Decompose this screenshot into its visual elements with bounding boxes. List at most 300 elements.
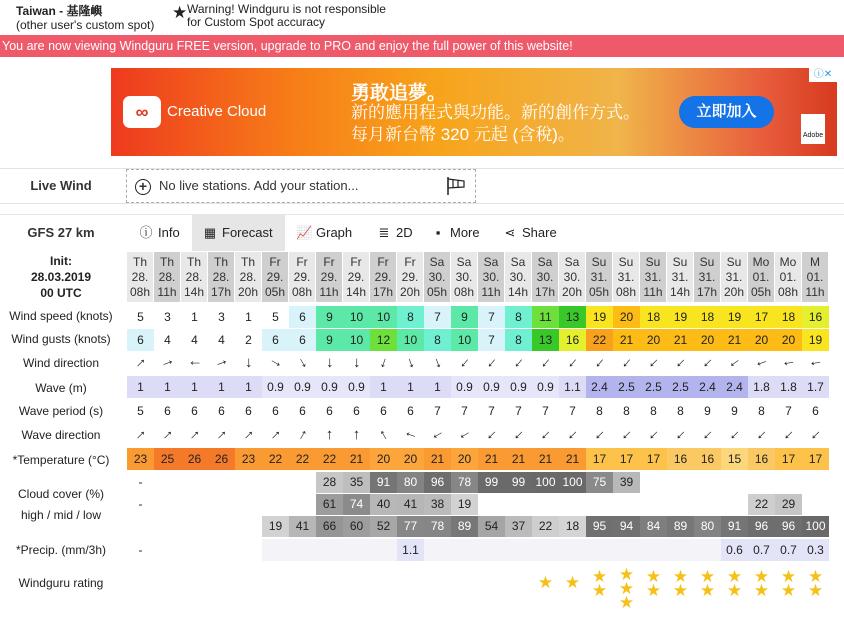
wave-direction-arrow-icon: ↑ — [725, 426, 743, 445]
precip-cell — [586, 539, 613, 561]
cloud-high-cell — [694, 472, 721, 493]
precip-cell — [343, 539, 370, 561]
cloud-mid-cell: 38 — [424, 494, 451, 515]
grid-icon: ▪ — [435, 225, 441, 240]
cloud-mid-cell — [802, 494, 829, 515]
wind-direction-arrow-icon: ↑ — [671, 354, 689, 373]
wave-cell: 0.9 — [478, 376, 505, 398]
rating-star-icon: ★ ★ — [699, 567, 716, 600]
creative-cloud-logo-icon: ∞ — [123, 96, 161, 128]
wave-cell: 1 — [370, 376, 397, 398]
wave-direction-arrow-icon: ↑ — [536, 426, 554, 445]
wave-direction-arrow-icon: ↑ — [671, 426, 689, 445]
wave-direction-arrow-icon: ↑ — [698, 426, 716, 445]
forecast-column-header: Su 31. 14h — [667, 252, 693, 302]
wind-speed-cell: 3 — [208, 306, 235, 328]
wave-direction-arrow-icon: ↑ — [267, 425, 285, 444]
cloud-low-cell: 80 — [694, 516, 721, 537]
wind-speed-cell: 7 — [424, 306, 451, 328]
temperature-cell: 20 — [451, 448, 478, 470]
precip-cell — [694, 539, 721, 561]
rating-star-icon — [505, 568, 532, 608]
wave-direction-arrow-icon: ↑ — [295, 425, 311, 444]
wind-direction-arrow-icon: ↑ — [563, 354, 581, 373]
cloud-low-cell: 94 — [613, 516, 640, 537]
cloud-low-cell — [154, 516, 181, 537]
wind-speed-cell: 1 — [235, 306, 262, 328]
wave-label: Wave (m) — [35, 381, 87, 395]
precip-cell: 0.6 — [721, 539, 748, 561]
wave-period-label: Wave period (s) — [18, 404, 104, 418]
wave-period-cell: 7 — [542, 404, 549, 418]
cloud-low-cell — [181, 516, 208, 537]
cloud-mid-cell — [235, 494, 262, 515]
wave-cell: 1 — [181, 376, 208, 398]
spot-note: (other user's custom spot) — [16, 18, 155, 32]
wind-speed-cell: 18 — [775, 306, 802, 328]
cloud-high-cell: 75 — [586, 472, 613, 493]
cloud-mid-cell — [154, 494, 181, 515]
cloud-high-cell — [748, 472, 775, 493]
wind-direction-arrow-icon: ↑ — [482, 354, 500, 373]
rating-star-icon — [235, 568, 262, 608]
wave-period-cell: 6 — [812, 404, 819, 418]
wind-speed-cell: 1 — [181, 306, 208, 328]
precip-label: *Precip. (mm/3h) — [15, 543, 107, 557]
wind-direction-arrow-icon: ↑ — [698, 354, 716, 373]
spot-header — [0, 0, 844, 34]
wind-speed-cell: 19 — [721, 306, 748, 328]
wave-period-cell: 9 — [731, 404, 738, 418]
cloud-low-cell: 96 — [775, 516, 802, 537]
wave-cell: 2.5 — [613, 376, 640, 398]
wave-direction-arrow-icon: ↑ — [132, 425, 150, 444]
wind-gust-cell: 4 — [181, 329, 208, 351]
temperature-cell: 20 — [370, 448, 397, 470]
wave-cell: 0.9 — [262, 376, 289, 398]
wind-direction-arrow-icon: ↑ — [132, 353, 150, 372]
layers-icon: ≣ — [378, 225, 390, 240]
cloud-high-cell: 99 — [505, 472, 532, 493]
wind-speed-cell: 13 — [559, 306, 586, 328]
wave-cell: 1 — [235, 376, 262, 398]
wind-speed-cell: 10 — [343, 306, 370, 328]
tab-graph[interactable]: 📈 Graph — [286, 215, 366, 251]
temperature-cell: 17 — [613, 448, 640, 470]
wave-direction-arrow-icon: ↑ — [806, 426, 824, 445]
precip-cell — [640, 539, 667, 561]
spot-name: Taiwan - 基隆嶼 — [16, 4, 103, 18]
wind-gust-cell: 12 — [370, 329, 397, 351]
graph-icon: 📈 — [296, 225, 313, 240]
tab-share[interactable]: ⋖ Share — [492, 215, 572, 251]
cloud-low-cell: 19 — [262, 516, 289, 537]
wave-period-cell: 6 — [164, 404, 171, 418]
cloud-high-cell: 78 — [451, 472, 478, 493]
wave-direction-arrow-icon: ↑ — [590, 426, 608, 445]
live-wind-bar — [0, 168, 844, 204]
cloud-high-cell: 91 — [370, 472, 397, 493]
ad-headline: 勇敢追夢。 — [351, 83, 447, 104]
wave-cell: 2.4 — [586, 376, 613, 398]
star-icon: ★ — [172, 3, 188, 22]
rating-star-icon: ★ ★ — [753, 567, 770, 600]
wave-period-cell: 8 — [623, 404, 630, 418]
wind-direction-arrow-icon: ↑ — [352, 355, 361, 372]
temperature-cell: 22 — [262, 448, 289, 470]
cloud-mid-cell — [478, 494, 505, 515]
forecast-column-header: Sa 30. 17h — [532, 252, 558, 302]
wind-speed-cell: 5 — [262, 306, 289, 328]
temperature-cell: 23 — [127, 448, 154, 470]
wave-cell: 1.8 — [775, 376, 802, 398]
forecast-column-header: Th 28. 08h — [127, 252, 153, 302]
cloud-low-cell: 91 — [721, 516, 748, 537]
ad-choices-icon[interactable]: ⓘ✕ — [809, 68, 837, 82]
cloud-high-cell: 80 — [397, 472, 424, 493]
add-station-box[interactable] — [126, 169, 476, 203]
wave-period-cell: 7 — [569, 404, 576, 418]
cloud-high-cell — [154, 472, 181, 493]
cloud-high-cell — [262, 472, 289, 493]
wave-direction-arrow-icon: ↑ — [186, 425, 204, 444]
wind-speed-cell: 18 — [640, 306, 667, 328]
cloud-low-cell: 100 — [802, 516, 829, 537]
cloud-low-cell: 78 — [424, 516, 451, 537]
wave-period-cell: 6 — [272, 404, 279, 418]
wave-period-cell: 7 — [515, 404, 522, 418]
cloud-mid-cell — [640, 494, 667, 515]
forecast-column-header: Su 31. 08h — [613, 252, 639, 302]
wave-cell: 2.5 — [640, 376, 667, 398]
rating-star-icon: ★ ★ — [645, 567, 662, 600]
wind-gust-cell: 8 — [505, 329, 532, 351]
cloud-low-cell — [235, 516, 262, 537]
wind-direction-arrow-icon: ↑ — [325, 355, 334, 372]
forecast-column-header: Su 31. 20h — [721, 252, 747, 302]
temperature-cell: 21 — [559, 448, 586, 470]
temperature-cell: 23 — [235, 448, 262, 470]
tab-2d[interactable]: ≣ 2D — [366, 215, 420, 251]
wave-direction-arrow-icon: ↑ — [375, 425, 391, 444]
wave-period-cell: 6 — [407, 404, 414, 418]
wind-speed-cell: 8 — [505, 306, 532, 328]
wave-direction-arrow-icon: ↑ — [752, 426, 770, 445]
wind-direction-arrow-icon: ↑ — [536, 354, 554, 373]
wind-speed-cell: 10 — [370, 306, 397, 328]
wave-direction-arrow-icon: ↑ — [213, 425, 231, 444]
wind-direction-label: Wind direction — [22, 356, 100, 370]
wave-direction-arrow-icon: ↑ — [617, 426, 635, 445]
wind-direction-arrow-icon: ↑ — [778, 357, 798, 369]
cloud-mid-cell — [289, 494, 316, 515]
cloud-high-cell — [181, 472, 208, 493]
temperature-cell: 22 — [316, 448, 343, 470]
wind-gust-cell: 8 — [424, 329, 451, 351]
wave-period-cell: 6 — [191, 404, 198, 418]
cloud-high-cell: 100 — [559, 472, 586, 493]
precip-cell — [289, 539, 316, 561]
wave-direction-label: Wave direction — [21, 428, 101, 442]
wave-period-cell: 8 — [650, 404, 657, 418]
cloud-mid-cell: 22 — [748, 494, 775, 515]
wind-gust-cell: 10 — [343, 329, 370, 351]
warning-line-1: Warning! Windguru is not responsible — [187, 2, 386, 16]
temperature-cell: 21 — [478, 448, 505, 470]
wave-cell: 0.9 — [343, 376, 370, 398]
cloud-low-cell: 22 — [532, 516, 559, 537]
wave-cell: 0.9 — [532, 376, 559, 398]
rating-star-icon — [451, 568, 478, 608]
cloud-low-cell — [127, 516, 154, 537]
wave-direction-arrow-icon: ↑ — [509, 426, 527, 445]
wind-gust-cell: 16 — [559, 329, 586, 351]
wave-cell: 1 — [127, 376, 154, 398]
wind-direction-arrow-icon: ↑ — [158, 356, 178, 370]
rating-star-icon — [127, 568, 154, 608]
cloud-high-cell: 35 — [343, 472, 370, 493]
wind-direction-arrow-icon: ↑ — [431, 354, 445, 373]
wave-period-cell: 6 — [353, 404, 360, 418]
cloud-high-cell: 100 — [532, 472, 559, 493]
wind-gust-cell: 4 — [208, 329, 235, 351]
precip-cell — [316, 539, 343, 561]
wave-period-cell: 6 — [218, 404, 225, 418]
wave-direction-arrow-icon: ↑ — [159, 425, 177, 444]
precip-cell — [181, 539, 208, 561]
wave-direction-arrow-icon: ↑ — [563, 426, 581, 445]
forecast-column-header: Fr 29. 05h — [262, 252, 288, 302]
cloud-mid-cell — [532, 494, 559, 515]
cloud-mid-cell: 40 — [370, 494, 397, 515]
temperature-cell: 26 — [208, 448, 235, 470]
wind-speed-cell: 17 — [748, 306, 775, 328]
wind-speed-cell: 7 — [478, 306, 505, 328]
adobe-logo-icon: Adobe — [801, 114, 825, 144]
rating-star-icon — [370, 568, 397, 608]
wind-gust-cell: 7 — [478, 329, 505, 351]
wind-gust-cell: 20 — [775, 329, 802, 351]
wind-direction-arrow-icon: ↑ — [617, 354, 635, 373]
forecast-column-header: Fr 29. 20h — [397, 252, 423, 302]
model-label: GFS 27 km — [27, 225, 95, 240]
wave-cell: 1 — [154, 376, 181, 398]
cloud-high-cell — [208, 472, 235, 493]
tab-more[interactable]: ▪ More — [420, 215, 492, 251]
cloud-mid-cell — [559, 494, 586, 515]
wave-cell: 0.9 — [316, 376, 343, 398]
wave-period-cell: 6 — [245, 404, 252, 418]
wave-period-cell: 7 — [785, 404, 792, 418]
cloud-mid-cell — [586, 494, 613, 515]
cloud-high-cell — [721, 472, 748, 493]
precip-cell: - — [138, 543, 143, 557]
info-icon: ⓘ — [139, 225, 153, 240]
cloud-high-cell — [289, 472, 316, 493]
precip-cell — [667, 539, 694, 561]
wave-cell: 2.4 — [694, 376, 721, 398]
wind-gust-cell: 2 — [235, 329, 262, 351]
wind-direction-arrow-icon: ↑ — [805, 357, 825, 369]
ad-body: 新的應用程式與功能。新的創作方式。每月新台幣 320 元起 (含稅)。 — [351, 103, 640, 144]
temperature-cell: 21 — [424, 448, 451, 470]
cloud-high-cell: 96 — [424, 472, 451, 493]
forecast-column-header: Fr 29. 14h — [343, 252, 369, 302]
rating-star-icon — [343, 568, 370, 608]
wave-period-cell: 6 — [380, 404, 387, 418]
forecast-column-header: Sa 30. 14h — [505, 252, 531, 302]
windsock-icon — [446, 176, 466, 196]
rating-star-icon — [181, 568, 208, 608]
cloud-low-cell: 89 — [667, 516, 694, 537]
wind-direction-arrow-icon: ↑ — [590, 354, 608, 373]
wave-direction-arrow-icon: ↑ — [400, 428, 420, 442]
precip-cell — [262, 539, 289, 561]
cloud-mid-cell — [208, 494, 235, 515]
wind-direction-arrow-icon: ↑ — [455, 354, 473, 373]
wave-direction-arrow-icon: ↑ — [427, 427, 447, 443]
wind-speed-cell: 11 — [532, 306, 559, 328]
add-circle-icon[interactable]: + — [135, 179, 151, 195]
precip-cell: 0.7 — [748, 539, 775, 561]
precip-cell — [613, 539, 640, 561]
rating-label: Windguru rating — [18, 576, 104, 590]
wave-direction-arrow-icon: ↑ — [482, 426, 500, 445]
temperature-cell: 21 — [532, 448, 559, 470]
tab-info[interactable]: ⓘ Info — [128, 215, 192, 251]
cloud-low-cell: 60 — [343, 516, 370, 537]
temperature-cell: 17 — [640, 448, 667, 470]
tab-forecast[interactable]: ▦ Forecast — [192, 215, 285, 251]
wind-speed-cell: 19 — [667, 306, 694, 328]
wind-gust-cell: 21 — [721, 329, 748, 351]
wave-cell: 0.9 — [451, 376, 478, 398]
spot-title — [16, 4, 154, 32]
forecast-column-header: Fr 29. 08h — [289, 252, 315, 302]
wind-gust-cell: 4 — [154, 329, 181, 351]
temperature-cell: 15 — [721, 448, 748, 470]
rating-star-icon — [424, 568, 451, 608]
temperature-cell: 16 — [667, 448, 694, 470]
temperature-cell: 16 — [694, 448, 721, 470]
wind-gust-cell: 20 — [694, 329, 721, 351]
no-stations-text: No live stations. Add your station... — [159, 178, 359, 193]
wind-direction-arrow-icon: ↑ — [644, 354, 662, 373]
forecast-column-header: Th 28. 11h — [154, 252, 180, 302]
rating-star-icon: ★ ★ — [807, 567, 824, 600]
cloud-mid-cell — [505, 494, 532, 515]
upgrade-banner[interactable]: You are now viewing Windguru FREE version, upgrade to PRO and enjoy the full power of this website! — [0, 35, 844, 57]
cloud-mid-cell: 61 — [316, 494, 343, 515]
cloud-mid-cell: 29 — [775, 494, 802, 515]
wave-period-cell: 8 — [677, 404, 684, 418]
cloud-low-cell: 41 — [289, 516, 316, 537]
cloud-low-cell: 54 — [478, 516, 505, 537]
wind-direction-arrow-icon: ↑ — [212, 356, 232, 370]
temperature-cell: 21 — [505, 448, 532, 470]
wave-period-cell: 8 — [596, 404, 603, 418]
cloud-mid-cell — [667, 494, 694, 515]
temperature-cell: 22 — [289, 448, 316, 470]
warning-note — [172, 3, 386, 29]
temperature-cell: 16 — [748, 448, 775, 470]
forecast-column-header: Th 28. 17h — [208, 252, 234, 302]
cloud-high-cell — [667, 472, 694, 493]
wind-gust-cell: 21 — [667, 329, 694, 351]
rating-star-icon — [478, 568, 505, 608]
wave-period-cell: 5 — [137, 404, 144, 418]
wave-cell: 2.5 — [667, 376, 694, 398]
precip-cell — [208, 539, 235, 561]
wind-direction-arrow-icon: ↑ — [376, 354, 390, 373]
forecast-column-header: Su 31. 05h — [586, 252, 612, 302]
forecast-column-header: Sa 30. 05h — [424, 252, 450, 302]
cloud-high-cell: - — [138, 475, 143, 489]
cloud-high-cell — [640, 472, 667, 493]
rating-star-icon: ★ ★ — [672, 567, 689, 600]
forecast-column-header: Mo 01. 05h — [748, 252, 774, 302]
wind-speed-cell: 9 — [316, 306, 343, 328]
cloud-mid-cell: 19 — [451, 494, 478, 515]
forecast-column-header: Sa 30. 08h — [451, 252, 477, 302]
rating-star-icon: ★ — [564, 573, 581, 592]
rating-star-icon — [397, 568, 424, 608]
precip-cell — [478, 539, 505, 561]
wind-direction-arrow-icon: ↑ — [751, 356, 771, 370]
precip-cell — [505, 539, 532, 561]
wind-direction-arrow-icon: ↑ — [185, 359, 203, 367]
wave-cell: 1.8 — [748, 376, 775, 398]
cloud-mid-cell — [721, 494, 748, 515]
wave-period-cell: 6 — [326, 404, 333, 418]
temperature-cell: 17 — [775, 448, 802, 470]
wind-gust-cell: 10 — [397, 329, 424, 351]
temperature-cell: 20 — [397, 448, 424, 470]
forecast-column-header: Fr 29. 11h — [316, 252, 342, 302]
wave-cell: 2.4 — [721, 376, 748, 398]
precip-cell: 0.3 — [802, 539, 829, 561]
cloud-mid-cell: 74 — [343, 494, 370, 515]
cloud-low-cell: 84 — [640, 516, 667, 537]
rating-star-icon — [316, 568, 343, 608]
cloud-low-cell: 89 — [451, 516, 478, 537]
wind-gust-cell: 21 — [613, 329, 640, 351]
table-icon: ▦ — [203, 225, 217, 240]
wave-period-cell: 9 — [704, 404, 711, 418]
init-info: Init: 28.03.2019 00 UTC — [30, 254, 92, 300]
wave-cell: 1.7 — [802, 376, 829, 398]
live-wind-label: Live Wind — [30, 178, 92, 193]
precip-cell — [451, 539, 478, 561]
forecast-column-header: M 01. 11h — [802, 252, 828, 302]
cloud-high-cell: 28 — [316, 472, 343, 493]
rating-star-icon: ★ ★ — [780, 567, 797, 600]
forecast-column-header: Fr 29. 17h — [370, 252, 396, 302]
rating-star-icon — [262, 568, 289, 608]
cloud-levels-label: high / mid / low — [20, 508, 102, 522]
rating-star-icon — [289, 568, 316, 608]
advertisement[interactable] — [111, 68, 837, 156]
cloud-low-cell — [208, 516, 235, 537]
cloud-mid-cell: 41 — [397, 494, 424, 515]
ad-join-button[interactable]: 立即加入 — [679, 96, 774, 128]
forecast-column-header: Sa 30. 20h — [559, 252, 585, 302]
precip-cell — [559, 539, 586, 561]
cloud-low-cell: 52 — [370, 516, 397, 537]
temperature-cell: 17 — [802, 448, 829, 470]
wind-gust-cell: 6 — [127, 329, 154, 351]
forecast-column-header: Su 31. 17h — [694, 252, 720, 302]
